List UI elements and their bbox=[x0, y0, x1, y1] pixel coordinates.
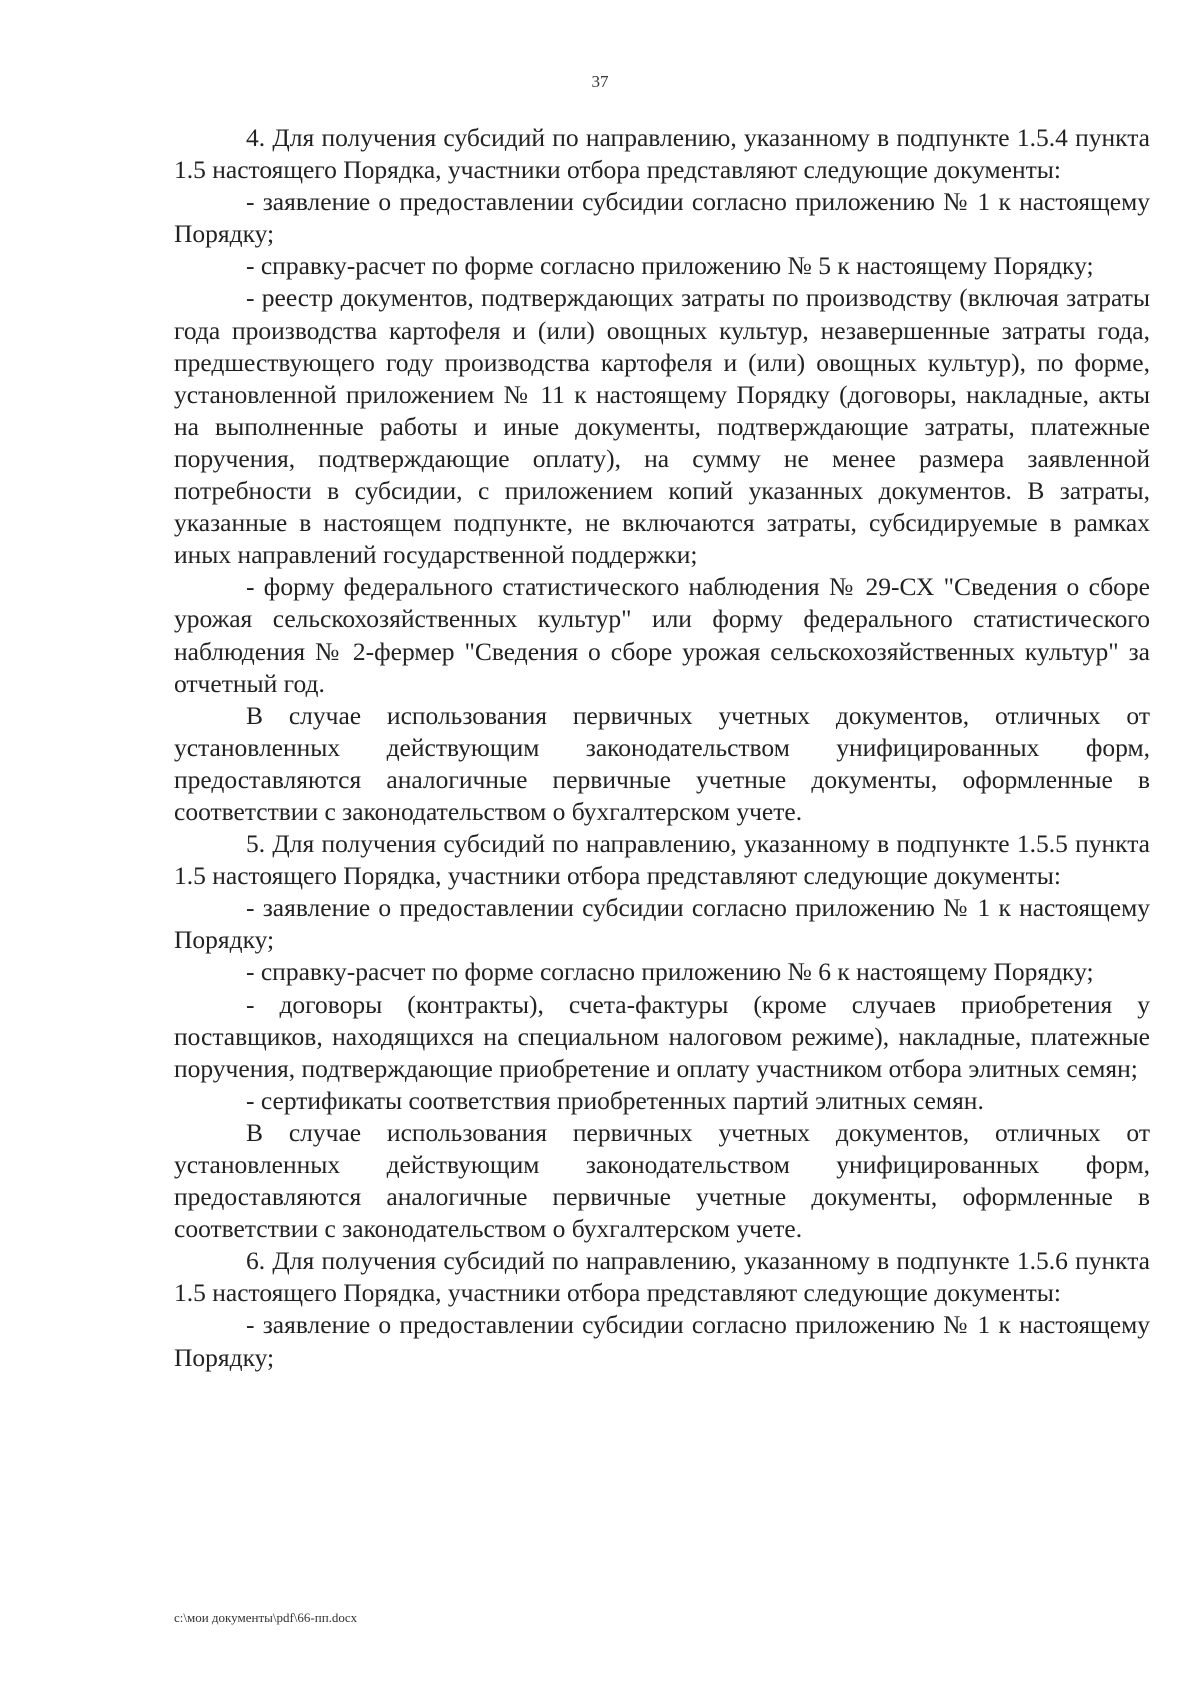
list-item: - заявление о предоставлении субсидии согласно приложению № 1 к настоящему Порядку; bbox=[174, 1310, 1150, 1372]
list-item: - сертификаты соответствия приобретенных партий элитных семян. bbox=[246, 1085, 984, 1115]
list-item: - заявление о предоставлении субсидии согласно приложению № 1 к настоящему Порядку; bbox=[174, 187, 1150, 249]
list-item: - заявление о предоставлении субсидии согласно приложению № 1 к настоящему Порядку; bbox=[174, 893, 1150, 955]
list-item: - форму федерального статистического наблюдения № 29-СХ "Сведения о сборе урожая сельскохозяйственных культур" или форму федерального статистического наблюдения № 2-фермер "Сведения о сборе урожая сельскохозяйственных культур" за отчетный год. bbox=[174, 572, 1150, 698]
paragraph-6-intro: 6. Для получения субсидий по направлению, указанному в подпункте 1.5.6 пункта 1.5 настоящего Порядка, участники отбора представляют следующие документы: bbox=[174, 1246, 1150, 1308]
list-item: - договоры (контракты), счета-фактуры (кроме случаев приобретения у поставщиков, находящихся на специальном налоговом режиме), накладные, платежные поручения, подтверждающие приобретение и оплату участником отбора элитных семян; bbox=[174, 989, 1150, 1083]
paragraph-note: В случае использования первичных учетных документов, отличных от установленных действующим законодательством унифицированных форм, предоставляются аналогичные первичные учетные документы, оформленные в соответствии с законодательством о бухгалтерском учете. bbox=[174, 1117, 1150, 1244]
list-item: - реестр документов, подтверждающих затраты по производству (включая затраты года производства картофеля и (или) овощных культур, незавершенные затраты года, предшествующего году производства картофеля и (или) овощных культур), по форме, установленной приложением № 11 к настоящему Порядку (договоры, накладные, акты на выполненные работы и иные документы, подтверждающие затраты, платежные поручения, подтверждающие оплату), на сумму не менее размера заявленной потребности в субсидии, с приложением копий указанных документов. В затраты, указанные в настоящем подпункте, не включаются затраты, субсидируемые в рамках иных направлений государственной поддержки; bbox=[174, 283, 1150, 570]
document-body bbox=[174, 122, 1150, 1374]
footer-file-path: c:\мои документы\pdf\66-пп.docx bbox=[174, 1610, 358, 1625]
list-item: - справку-расчет по форме согласно приложению № 6 к настоящему Порядку; bbox=[246, 957, 1094, 987]
list-item: - справку-расчет по форме согласно приложению № 5 к настоящему Порядку; bbox=[246, 251, 1094, 281]
paragraph-5-intro: 5. Для получения субсидий по направлению, указанному в подпункте 1.5.5 пункта 1.5 настоящего Порядка, участники отбора представляют следующие документы: bbox=[174, 829, 1150, 891]
paragraph-4-intro: 4. Для получения субсидий по направлению, указанному в подпункте 1.5.4 пункта 1.5 настоящего Порядка, участники отбора представляют следующие документы: bbox=[174, 123, 1150, 185]
page-number: 37 bbox=[591, 72, 609, 91]
paragraph-note: В случае использования первичных учетных документов, отличных от установленных действующим законодательством унифицированных форм, предоставляются аналогичные первичные учетные документы, оформленные в соответствии с законодательством о бухгалтерском учете. bbox=[174, 700, 1150, 826]
